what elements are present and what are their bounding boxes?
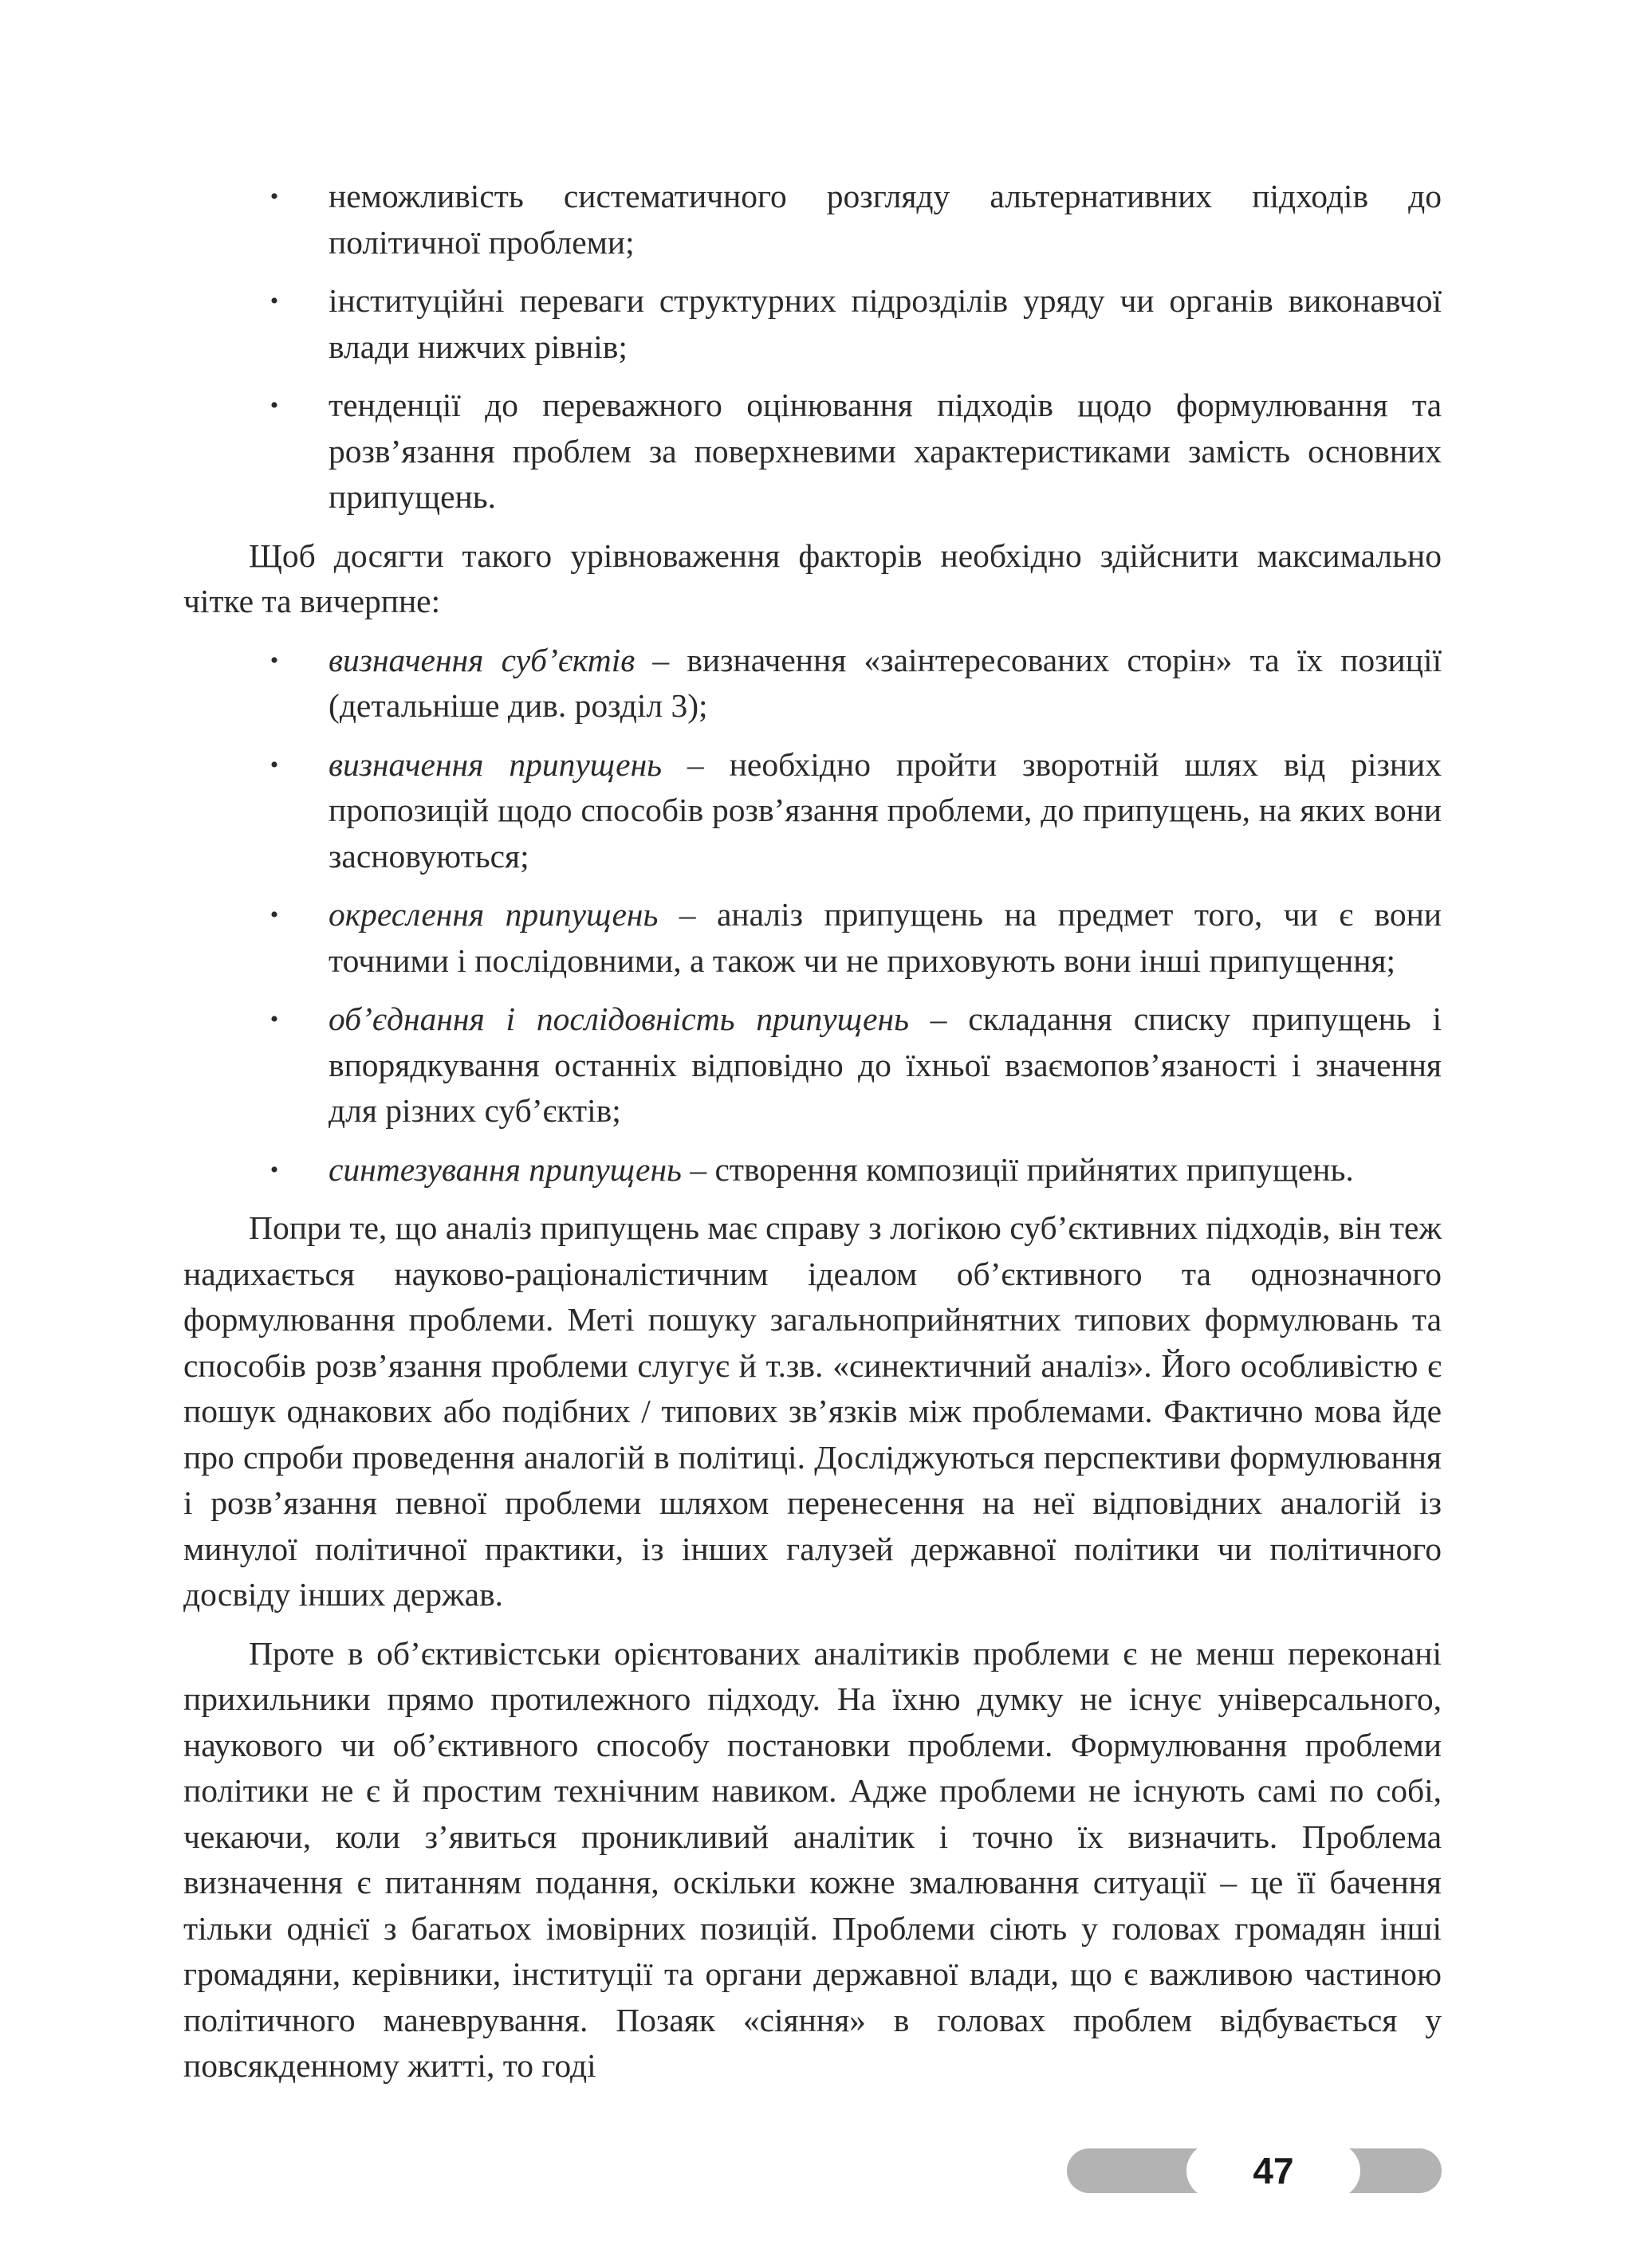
dash: – <box>662 745 730 783</box>
list-item-text: складання списку припущень і впорядкування останніх відповідно до їхньої взаємопов’язаності і значення для різних суб’єктів; <box>329 1000 1442 1129</box>
bullet-list-steps <box>183 638 1442 1193</box>
dash: – <box>908 1000 969 1037</box>
bullet-icon: • <box>270 392 279 419</box>
bullet-icon: • <box>270 751 279 778</box>
list-item <box>183 278 1442 370</box>
list-item <box>183 996 1442 1134</box>
list-item-text: неможливість систематичного розгляду альтернативних підходів до політичної проблеми; <box>329 178 1442 261</box>
list-item-text: визначення «заінтересованих сторін» та їх позиції (детальніше див. розділ 3); <box>329 641 1442 724</box>
bullet-icon: • <box>270 183 279 210</box>
paragraph-intro: Щоб досягти такого урівноваження факторів необхідно здійснити максимально чітке та вичерпне: <box>183 537 1442 619</box>
bullet-icon: • <box>270 902 279 928</box>
dash: – <box>635 641 687 678</box>
dash: – <box>681 1150 715 1188</box>
bullet-icon: • <box>270 288 279 314</box>
list-item-text: створення композиції прийнятих припущень. <box>714 1150 1354 1188</box>
term: синтезування припущень <box>329 1150 682 1188</box>
page-number: 47 <box>1253 2150 1294 2191</box>
bullet-icon: • <box>270 647 279 674</box>
list-item <box>183 742 1442 880</box>
term: визначення суб’єктів <box>329 641 635 678</box>
bullet-list-limitations <box>183 174 1442 521</box>
bullet-icon: • <box>270 1006 279 1032</box>
list-item <box>183 174 1442 265</box>
term: окреслення припущень <box>329 896 659 933</box>
list-item <box>183 383 1442 521</box>
list-item-text: необхідно пройти зворотній шлях від різних пропозицій щодо способів розв’язання проблеми, до припущень, на яких вони засновуються; <box>329 745 1442 875</box>
list-item-text: інституційні переваги структурних підрозділів уряду чи органів виконавчої влади нижчих рівнів; <box>329 282 1442 365</box>
term: об’єднання і послідовність припущень <box>329 1000 909 1037</box>
page-body <box>183 174 1442 2102</box>
bullet-icon: • <box>270 1156 279 1183</box>
term: визначення припущень <box>329 745 663 783</box>
list-item <box>183 1147 1442 1193</box>
list-item <box>183 892 1442 984</box>
list-item <box>183 638 1442 729</box>
paragraph-synectic: Попри те, що аналіз припущень має справу з логікою суб’єктивних підходів, він теж надихається науково-раціоналістичним ідеалом об’єктивного та однозначного формулювання проблеми. Меті пошуку загальноприйнятних типових формулювань та способів розв’язання проблеми слугує й т.зв. «синектичний аналіз». Його особливістю є пошук однакових або подібних / типових зв’язків між проблемами. Фактично мова йде про спроби проведення аналогій в політиці. Досліджуються перспективи формулювання і розв’язання певної проблеми шляхом перенесення на неї відповідних аналогій із минулої політичної практики, із інших галузей державної політики чи політичного досвіду інших держав. <box>183 1209 1442 1613</box>
list-item-text: аналіз припущень на предмет того, чи є вони точними і послідовними, а також чи не приховують вони інші припущення; <box>329 896 1442 979</box>
dash: – <box>658 896 717 933</box>
list-item-text: тенденції до переважного оцінювання підходів щодо формулювання та розв’язання проблем за поверхневими характеристиками замість основних припущень. <box>329 387 1442 515</box>
paragraph-counterview: Проте в об’єктивістськи орієнтованих аналітиків проблеми є не менш переконані прихильники прямо протилежного підходу. На їхню думку не існує універсального, наукового чи об’єктивного способу постановки проблеми. Формулювання проблеми політики не є й простим технічним навиком. Адже проблеми не існують самі по собі, чекаючи, коли з’явиться проникливий аналітик і точно їх визначить. Проблема визначення є питанням подання, оскільки кожне змалювання ситуації – це її бачення тільки однієї з багатьох імовірних позицій. Проблеми сіють у головах громадян інші громадяни, керівники, інституції та органи державної влади, що є важливою частиною політичного маневрування. Позаяк «сіяння» в головах проблем відбувається у повсякденному житті, то годі <box>183 1634 1442 2084</box>
